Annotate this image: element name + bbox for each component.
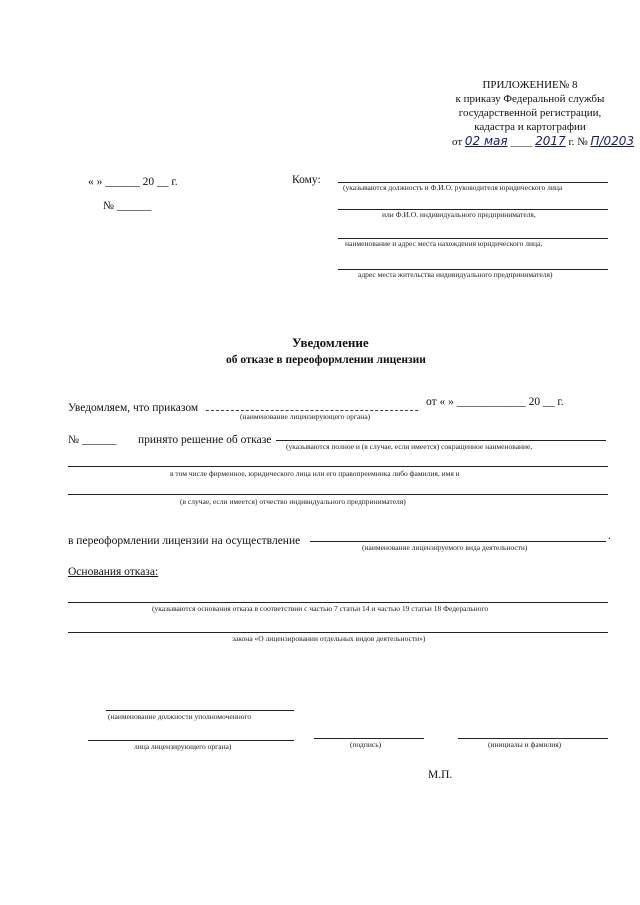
licensing-authority-line [206,410,418,411]
stamp-placeholder: М.П. [428,769,453,781]
recipient-caption-2: или Ф.И.О. индивидуального предпринимателя, [382,210,536,219]
decision-caption-1: (указываются полное и (в случае, если имеется) сокращенное наименование, [286,442,533,451]
recipient-caption-3: наименование и адрес места нахождения юридического лица, [345,239,543,248]
appendix-service-line: государственной регистрации, [458,107,602,119]
decision-line-2 [68,466,608,467]
document-number-template: № ______ [103,200,152,212]
grounds-line-2 [68,632,608,633]
recipient-caption-1: (указываются должность и Ф.И.О. руководителя юридического лица [343,183,563,192]
appendix-title: ПРИЛОЖЕНИЕ№ 8 [482,79,578,91]
appendix-year-handwritten: 2017 [535,134,566,148]
recipient-caption-4: адрес места жительства индивидуального предпринимателя) [358,270,553,279]
appendix-order-line: к приказу Федеральной службы [455,93,605,105]
position-caption-2: лица лицензирующего органа) [134,742,232,751]
decision-line-1 [276,440,606,441]
activity-caption: (наименование лицензируемого вида деятельности) [362,543,528,552]
appendix-date-handwritten: 02 мая [464,134,508,148]
order-date-template: от « » ____________ 20 __ г. [426,396,564,408]
position-line-2 [88,740,294,741]
decision-text: принято решение об отказе [138,434,272,446]
reissue-text: в переоформлении лицензии на осуществление [68,535,301,547]
order-number-template: № ______ [68,434,117,446]
notice-subtitle: об отказе в переоформлении лицензии [226,354,426,366]
position-line-1 [106,710,294,711]
grounds-line-1 [68,602,608,603]
activity-line [310,541,606,542]
decision-caption-2: в том числе фирменное, юридического лица или его правопреемника либо фамилия, имя и [170,469,460,478]
appendix-number-handwritten: П/0203 [590,134,635,148]
signature-caption: (подпись) [350,740,382,749]
grounds-caption-2: закона «О лицензировании отдельных видов деятельности») [232,634,426,643]
grounds-caption-1: (указываются основания отказа в соответствии с частью 7 статьи 14 и частью 19 статьи 18 Федерального [152,604,489,613]
appendix-date-line: от 02 мая ____ 2017 г. № П/0203 [452,134,635,148]
decision-line-3 [68,494,608,495]
grounds-label: Основания отказа: [68,566,159,578]
name-caption: (инициалы и фамилия) [488,740,562,749]
recipient-label: Кому: [292,174,321,186]
notice-title: Уведомление [292,335,369,350]
licensing-authority-caption: (наименование лицензирующего органа) [240,412,371,421]
position-caption-1: (наименование должности уполномоченного [108,712,252,721]
appendix-cadastre-line: кадастра и картографии [474,121,586,133]
appendix-date-prefix: от [452,136,463,148]
name-line [458,738,608,739]
document-date-template: « » ______ 20 __ г. [88,176,178,188]
appendix-block [430,78,630,134]
signature-line [314,738,424,739]
appendix-year-suffix: г. № [568,136,588,148]
notify-text: Уведомляем, что приказом [68,402,199,414]
decision-caption-3: (в случае, если имеется) отчество индивидуального предпринимателя) [180,497,406,506]
reissue-end: . [608,530,611,542]
